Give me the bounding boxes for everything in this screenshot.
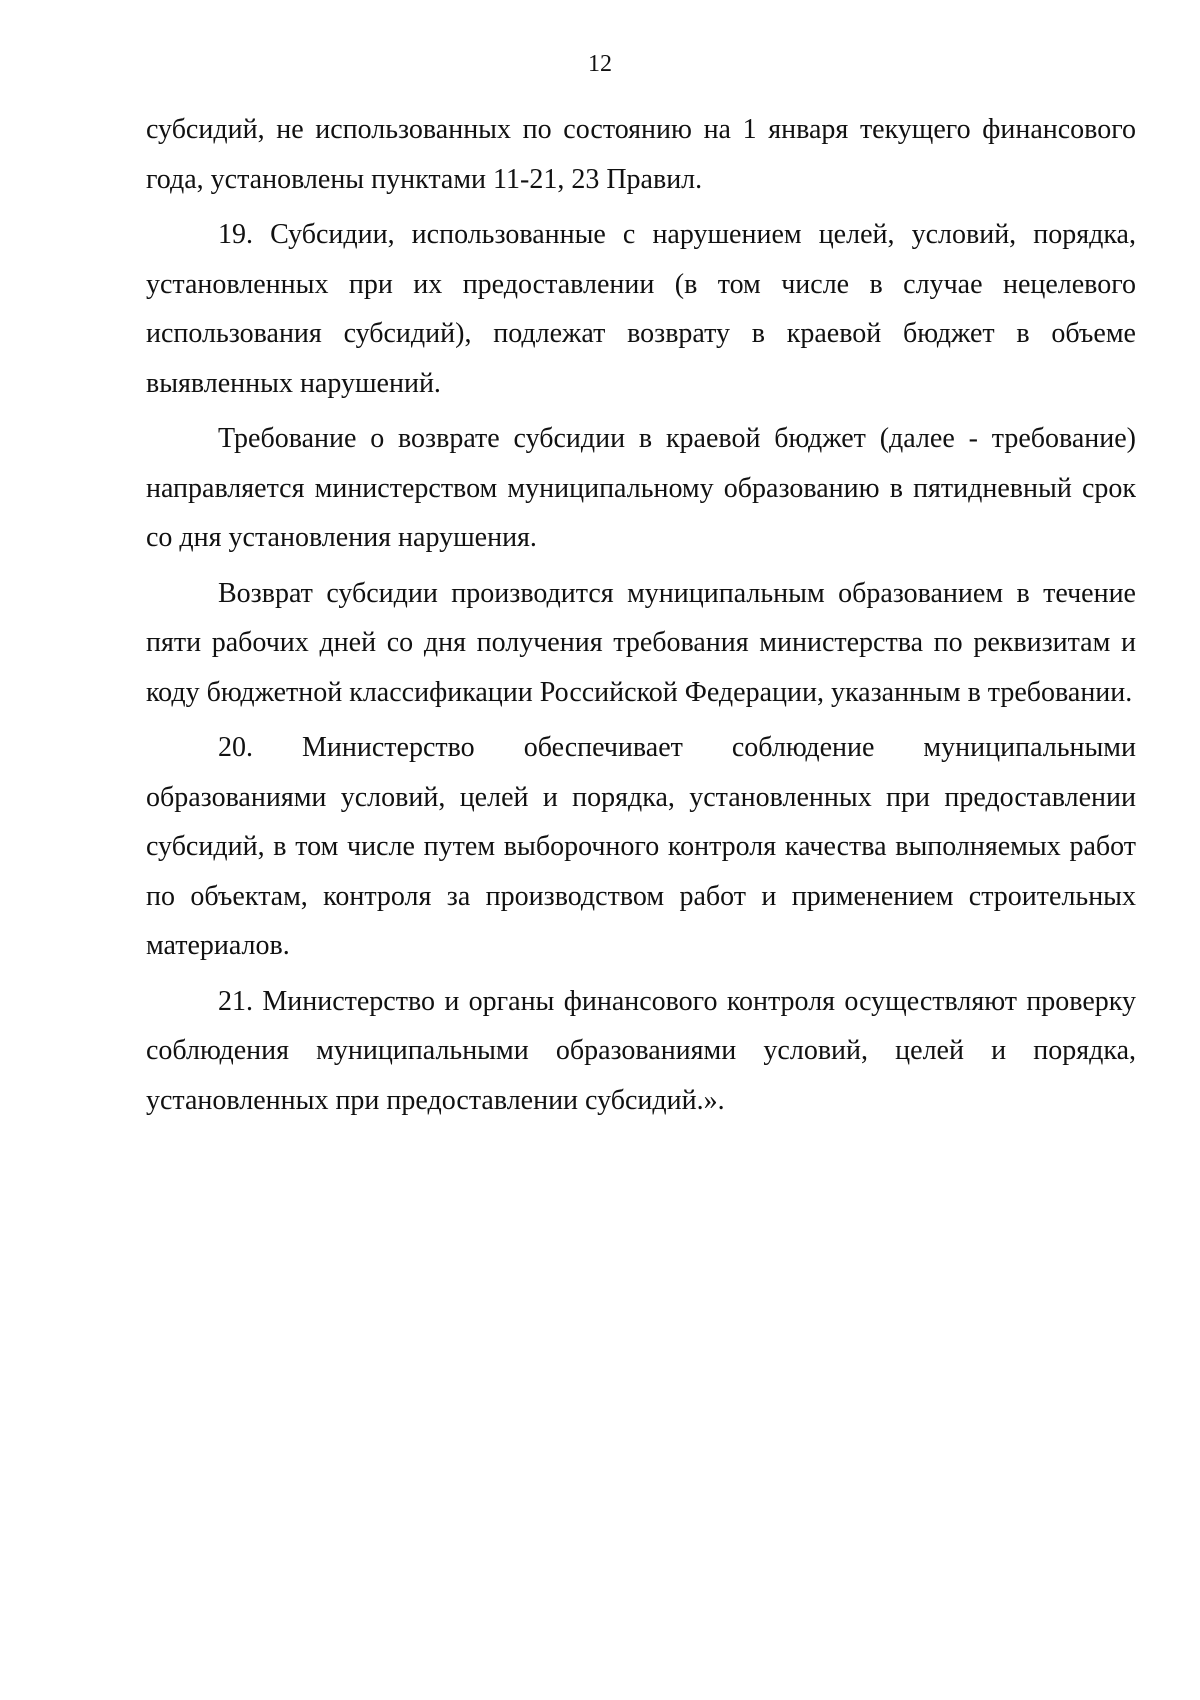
paragraph-continuation: субсидий, не использованных по состоянию на 1 января текущего финансового года, установлены пунктами 11-21, 23 Правил. — [146, 114, 1136, 195]
paragraph-requirement-notice: Требование о возврате субсидии в краевой бюджет (далее - требование) направляется министерством муниципальному образованию в пятидневный срок со дня установления нарушения. — [146, 423, 1136, 553]
paragraph-clause-20: 20. Министерство обеспечивает соблюдение муниципальными образованиями условий, целей и порядка, установленных при предоставлении субсидий, в том числе путем выборочного контроля качества выполняемых работ по объектам, контроля за производством работ и применением строительных материалов. — [146, 732, 1136, 961]
paragraph-clause-21: 21. Министерство и органы финансового контроля осуществляют проверку соблюдения муниципальными образованиями условий, целей и порядка, установленных при предоставлении субсидий.». — [146, 985, 1136, 1116]
page-number: 12 — [588, 51, 612, 77]
document-body — [146, 105, 1136, 1131]
paragraph-subsidy-return: Возврат субсидии производится муниципальным образованием в течение пяти рабочих дней со дня получения требования министерства по реквизитам и коду бюджетной классификации Российской Федерации, указанным в требовании. — [146, 577, 1136, 708]
paragraph-clause-19: 19. Субсидии, использованные с нарушением целей, условий, порядка, установленных при их предоставлении (в том числе в случае нецелевого использования субсидий), подлежат возврату в краевой бюджет в объеме выявленных нарушений. — [146, 219, 1136, 399]
